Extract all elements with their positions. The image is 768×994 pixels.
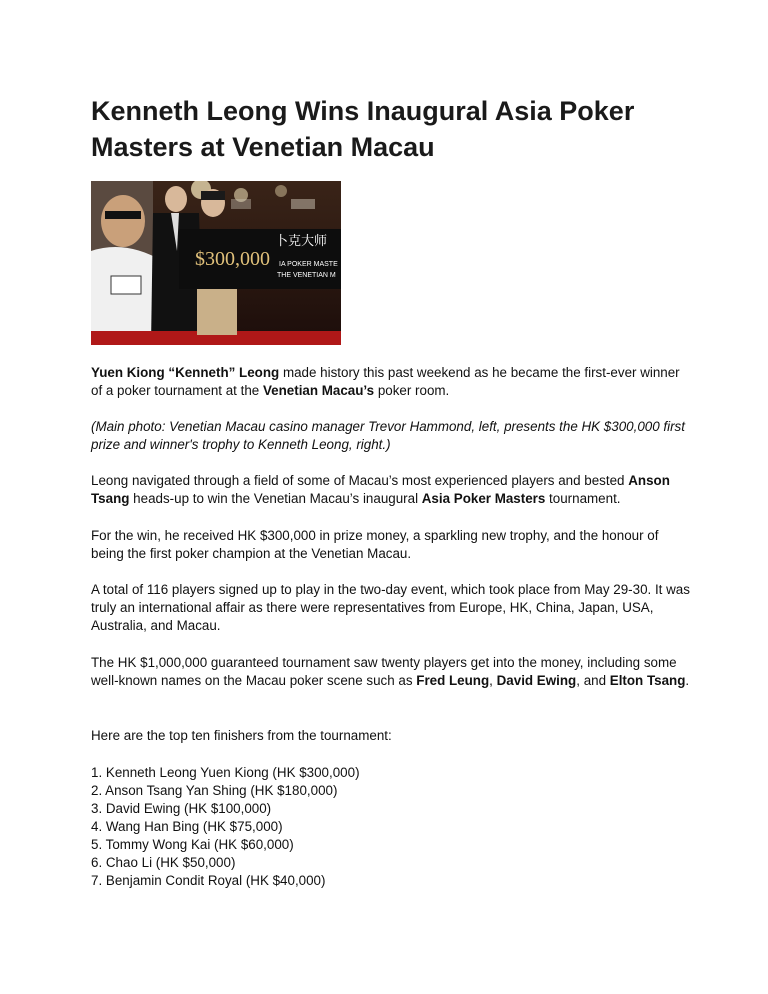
finishers-list — [91, 764, 691, 890]
photo-caption: (Main photo: Venetian Macau casino manager Trevor Hammond, left, presents the HK $300,000 first prize and winner's trophy to Kenneth Leong, right.) — [91, 419, 685, 452]
opponent-name: Anson Tsang — [91, 473, 670, 506]
list-item: 7. Benjamin Condit Royal (HK $40,000) — [91, 873, 326, 888]
banner-line1: IA POKER MASTE — [279, 261, 338, 268]
banner-chinese: 卜克大师 — [275, 234, 328, 249]
banner-amount: $300,000 — [195, 248, 270, 270]
winner-name: Yuen Kiong “Kenneth” Leong — [91, 365, 280, 380]
paragraph-intro: Yuen Kiong “Kenneth” Leong made history this past weekend as he became the first-ever winner of a poker tournament at the Venetian Macau’s poker room. — [91, 365, 680, 398]
player-name-3: Elton Tsang — [609, 673, 686, 688]
venue-name: Venetian Macau’s — [262, 383, 375, 398]
player-name-1: Fred Leung — [416, 673, 490, 688]
paragraph-list-intro: Here are the top ten finishers from the tournament: — [91, 728, 392, 743]
article-title: Kenneth Leong Wins Inaugural Asia Poker Masters at Venetian Macau — [91, 96, 635, 162]
list-item: 3. David Ewing (HK $100,000) — [91, 801, 272, 816]
player-name-2: David Ewing — [496, 673, 577, 688]
paragraph-money: The HK $1,000,000 guaranteed tournament saw twenty players get into the money, including some well-known names on the Macau poker scene such as Fred Leung, David Ewing, and Elton Tsang. — [91, 655, 690, 688]
list-item: 1. Kenneth Leong Yuen Kiong (HK $300,000) — [91, 765, 360, 780]
paragraph-heads-up: Leong navigated through a field of some of Macau’s most experienced players and bested Anson Tsang heads-up to win the Venetian Macau’s inaugural Asia Poker Masters tournament. — [91, 473, 670, 506]
winner-photo — [91, 181, 341, 345]
list-item: 2. Anson Tsang Yan Shing (HK $180,000) — [91, 783, 338, 798]
list-item: 4. Wang Han Bing (HK $75,000) — [91, 819, 283, 834]
paragraph-prize: For the win, he received HK $300,000 in prize money, a sparkling new trophy, and the honour of being the first poker champion at the Venetian Macau. — [91, 528, 659, 561]
paragraph-field: A total of 116 players signed up to play in the two-day event, which took place from May 29-30. It was truly an international affair as there were representatives from Europe, HK, China, Japan, USA, Australia, and Macau. — [91, 582, 690, 633]
event-name: Asia Poker Masters — [421, 491, 546, 506]
banner-line2: THE VENETIAN M — [277, 272, 336, 279]
list-item: 6. Chao Li (HK $50,000) — [91, 855, 236, 870]
list-item: 5. Tommy Wong Kai (HK $60,000) — [91, 837, 294, 852]
